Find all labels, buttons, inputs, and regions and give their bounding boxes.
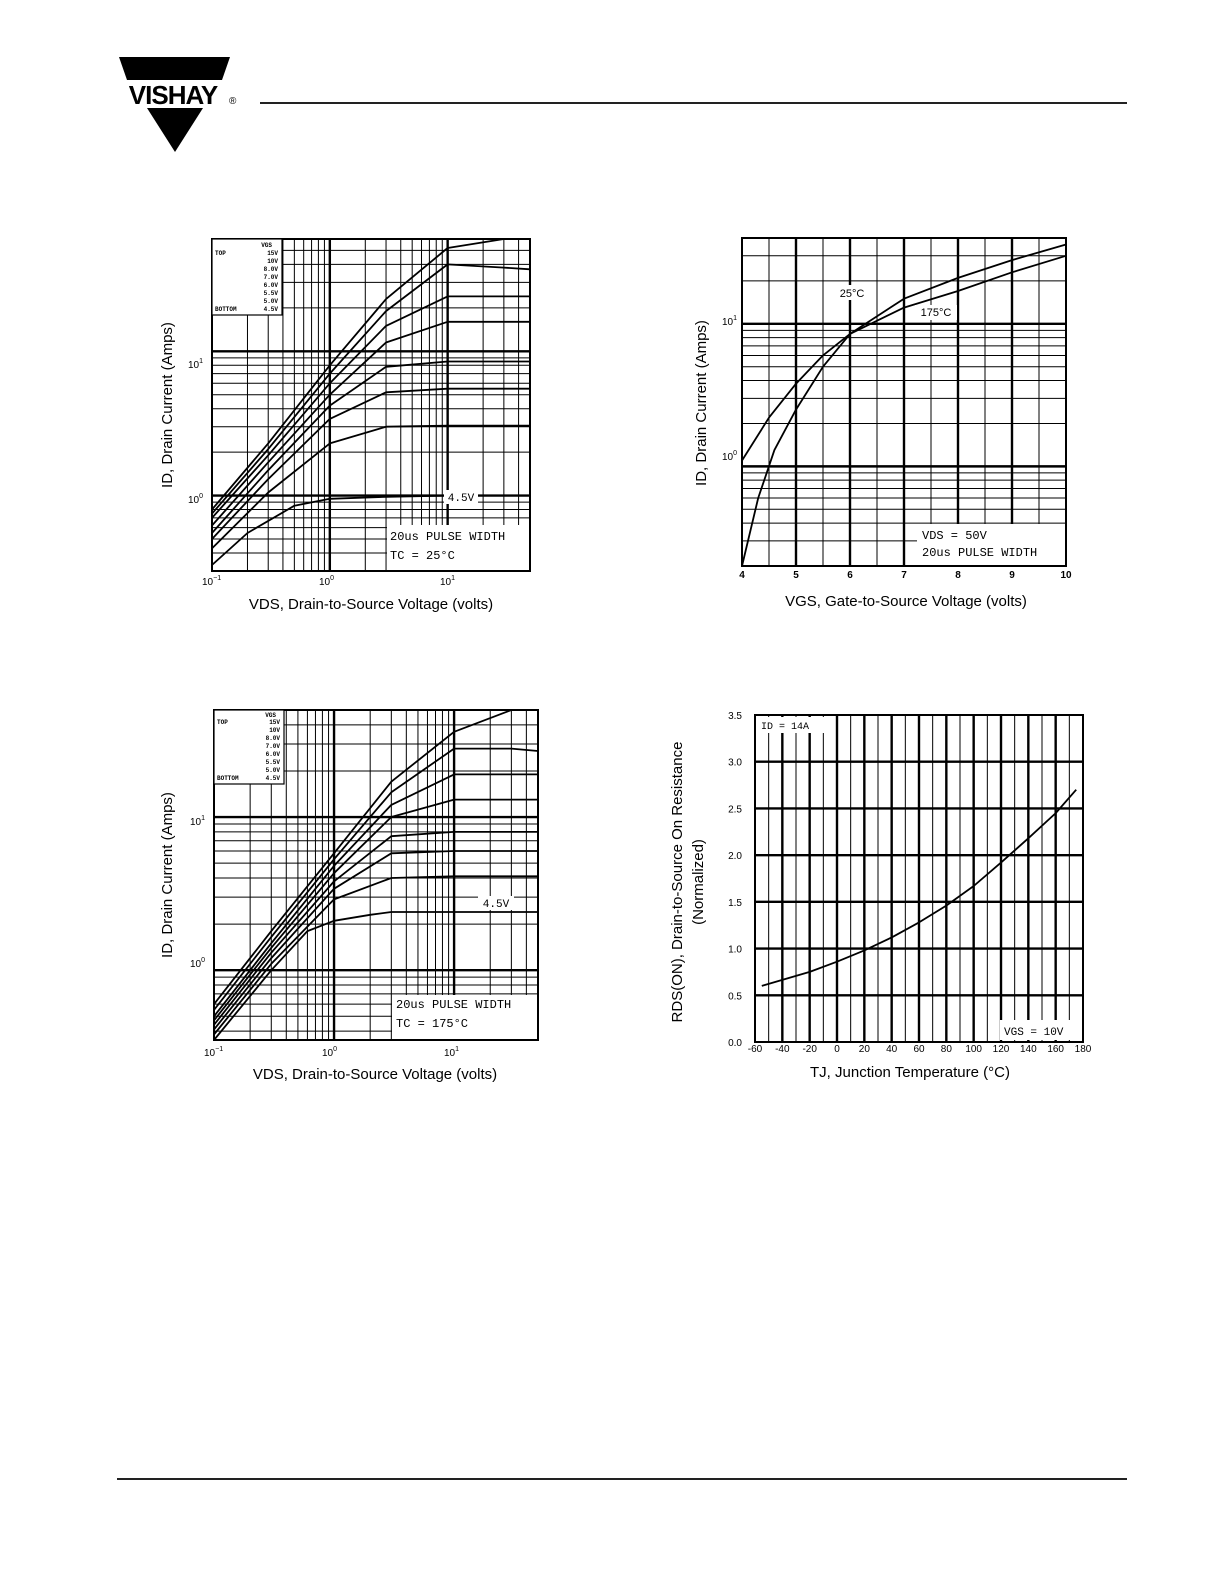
y-tick-label: $10^1$ bbox=[190, 815, 206, 828]
vishay-logo-wordmark: VISHAY bbox=[128, 80, 218, 110]
footer-rule bbox=[117, 1478, 1127, 1480]
x-axis-label: TJ, Junction Temperature (°C) bbox=[810, 1064, 1010, 1081]
x-tick-label: $10^1$ bbox=[444, 1046, 460, 1059]
vishay-logo-upper-triangle bbox=[119, 57, 230, 80]
legend-entry: 4.5V bbox=[263, 306, 278, 313]
grid bbox=[755, 715, 1083, 1042]
y-axis-label: RDS(ON), Drain-to-Source On Resistance bbox=[669, 741, 686, 1023]
x-tick-label: 80 bbox=[940, 1044, 952, 1055]
x-tick-label: -20 bbox=[802, 1044, 817, 1055]
x-tick-label: 20 bbox=[858, 1044, 870, 1055]
legend-entry: 10V bbox=[267, 258, 278, 265]
vgs-note: VGS = 10V bbox=[1004, 1027, 1064, 1039]
legend bbox=[214, 710, 284, 784]
header-graphics bbox=[0, 0, 1225, 170]
legend-bottom-label: BOTTOM bbox=[215, 306, 237, 313]
rdson-vs-temperature-chart bbox=[660, 695, 1100, 1095]
x-tick-label: $10^0$ bbox=[322, 1046, 338, 1059]
x-tick-label: 40 bbox=[886, 1044, 898, 1055]
y-axis-label: ID, Drain Current (Amps) bbox=[693, 320, 710, 486]
legend-entry: 4.5V bbox=[265, 775, 280, 782]
x-tick-label: -40 bbox=[775, 1044, 790, 1055]
header-rule bbox=[260, 102, 1127, 104]
x-axis-label: VDS, Drain-to-Source Voltage (volts) bbox=[252, 1066, 498, 1083]
x-tick-labels bbox=[204, 1046, 459, 1059]
legend-entry: 10V bbox=[269, 727, 280, 734]
x-tick-label: 5 bbox=[793, 570, 799, 581]
plot-area bbox=[755, 715, 1083, 1042]
y-tick-labels bbox=[188, 358, 203, 506]
x-tick-label: 7 bbox=[901, 570, 907, 581]
x-tick-label: 140 bbox=[1019, 1044, 1037, 1055]
plot-area bbox=[214, 710, 538, 1040]
legend-bottom-label: BOTTOM bbox=[217, 775, 239, 782]
x-tick-label: 9 bbox=[1009, 570, 1015, 581]
legend-entry: 7.0V bbox=[265, 743, 280, 750]
legend-entry: 8.0V bbox=[263, 266, 278, 273]
x-tick-label: 10 bbox=[1060, 570, 1072, 581]
output-characteristics-25c-chart bbox=[150, 225, 540, 625]
plot-area bbox=[212, 239, 530, 571]
legend-entry: 15V bbox=[269, 719, 280, 726]
legend-entry: 5.5V bbox=[263, 290, 278, 297]
pulse-width-note: 20us PULSE WIDTH bbox=[396, 998, 512, 1012]
y-tick-label: 2.0 bbox=[728, 851, 742, 863]
x-tick-label: -60 bbox=[747, 1044, 763, 1055]
legend-entry: 6.0V bbox=[263, 282, 278, 289]
series-line bbox=[212, 296, 530, 518]
x-tick-label: 60 bbox=[913, 1044, 925, 1055]
x-tick-label: $10^1$ bbox=[440, 575, 456, 588]
y-tick-label: 1.5 bbox=[728, 897, 742, 909]
x-tick-label: 0 bbox=[834, 1044, 840, 1055]
case-temperature-note: TC = 175°C bbox=[396, 1017, 469, 1031]
x-tick-label: $10^0$ bbox=[319, 575, 335, 588]
y-tick-labels bbox=[728, 711, 742, 1049]
grid bbox=[742, 238, 1066, 566]
vishay-logo-lower-triangle bbox=[147, 108, 203, 152]
drain-current-note: ID = 14A bbox=[761, 722, 810, 733]
y-axis-label-2: (Normalized) bbox=[690, 839, 707, 925]
x-axis-label: VDS, Drain-to-Source Voltage (volts) bbox=[248, 596, 494, 613]
legend bbox=[212, 239, 282, 315]
output-characteristics-175c-chart bbox=[150, 695, 550, 1095]
x-tick-labels bbox=[748, 1044, 1092, 1055]
case-temperature-note: TC = 25°C bbox=[390, 549, 455, 563]
y-tick-label: $10^0$ bbox=[188, 493, 204, 506]
x-tick-label: $10^{-1}$ bbox=[204, 1046, 224, 1059]
y-tick-label: 2.5 bbox=[728, 804, 742, 816]
legend-entry: 5.0V bbox=[265, 767, 280, 774]
legend-top-label: TOP bbox=[217, 719, 228, 726]
curve-label-4v5: 4.5V bbox=[482, 899, 510, 911]
legend-entry: 7.0V bbox=[263, 274, 278, 281]
x-tick-label: 180 bbox=[1074, 1044, 1092, 1055]
y-axis-label: ID, Drain Current (Amps) bbox=[159, 792, 176, 958]
vds-note: VDS = 50V bbox=[922, 529, 987, 543]
curve-label-175c: 175°C bbox=[920, 307, 952, 319]
x-axis-label: VGS, Gate-to-Source Voltage (volts) bbox=[785, 593, 1027, 610]
legend-entry: 8.0V bbox=[265, 735, 280, 742]
x-tick-labels bbox=[202, 575, 455, 588]
x-tick-label: 4 bbox=[739, 570, 745, 581]
y-tick-labels bbox=[722, 315, 737, 463]
curve-label-4v5: 4.5V bbox=[447, 493, 475, 505]
pulse-width-note: 20us PULSE WIDTH bbox=[390, 530, 506, 544]
x-tick-labels bbox=[739, 570, 1072, 581]
y-tick-label: $10^0$ bbox=[190, 957, 206, 970]
y-tick-label: $10^1$ bbox=[722, 315, 738, 328]
y-axis-label: ID, Drain Current (Amps) bbox=[159, 322, 176, 488]
x-tick-label: 160 bbox=[1047, 1044, 1065, 1055]
x-tick-label: 8 bbox=[955, 570, 961, 581]
y-tick-label: 3.0 bbox=[728, 757, 742, 769]
vishay-registered-mark: ® bbox=[229, 96, 237, 107]
legend-head: VGS bbox=[261, 242, 272, 249]
page-header bbox=[0, 0, 1225, 170]
y-tick-label: $10^1$ bbox=[188, 358, 204, 371]
curve-label-25c: 25°C bbox=[839, 288, 865, 300]
x-tick-label: 100 bbox=[965, 1044, 983, 1055]
legend-entry: 5.0V bbox=[263, 298, 278, 305]
x-tick-label: 120 bbox=[992, 1044, 1010, 1055]
x-tick-label: 6 bbox=[847, 570, 853, 581]
y-tick-labels bbox=[190, 815, 205, 970]
transfer-characteristics-chart bbox=[690, 225, 1100, 625]
legend-entry: 15V bbox=[267, 250, 278, 257]
y-tick-label: 3.5 bbox=[728, 711, 742, 722]
legend-entry: 6.0V bbox=[265, 751, 280, 758]
y-tick-label: 0.5 bbox=[728, 991, 742, 1003]
legend-entry: 5.5V bbox=[265, 759, 280, 766]
series-line bbox=[212, 362, 530, 534]
y-tick-label: $10^0$ bbox=[722, 450, 738, 463]
y-tick-label: 0.0 bbox=[728, 1038, 742, 1049]
plot-area bbox=[742, 238, 1066, 566]
pulse-width-note: 20us PULSE WIDTH bbox=[922, 546, 1038, 560]
legend-top-label: TOP bbox=[215, 250, 226, 257]
y-tick-label: 1.0 bbox=[728, 944, 742, 956]
x-tick-label: $10^{-1}$ bbox=[202, 575, 222, 588]
legend-head: VGS bbox=[265, 712, 276, 719]
